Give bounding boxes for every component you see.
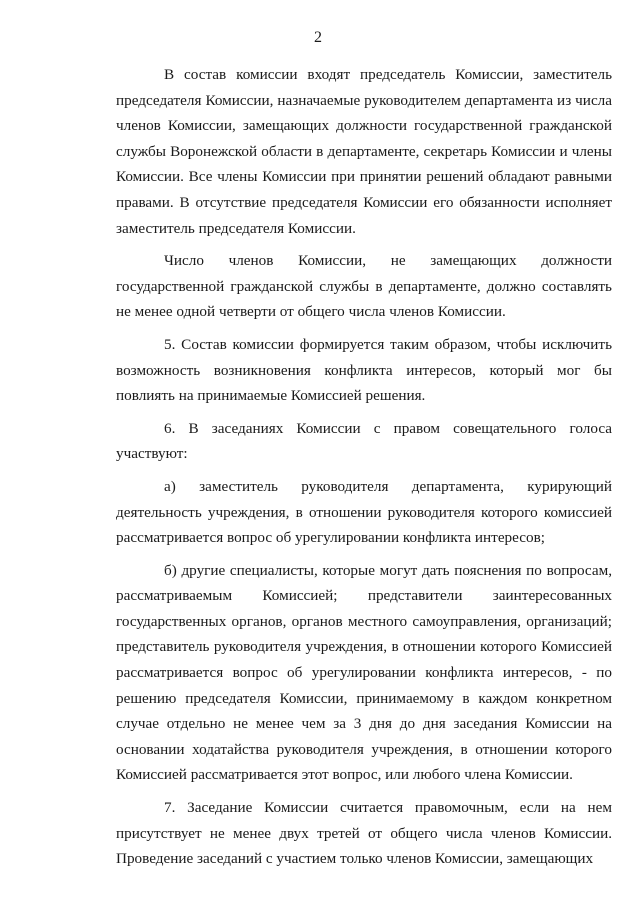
paragraph-member-count: Число членов Комиссии, не замещающих должности государственной гражданской службы в департаменте, должно составлять не менее одной четверти от общего числа членов Комиссии. [116,252,612,321]
paragraph-item-6: 6. В заседаниях Комиссии с правом совещательного голоса участвуют: [116,419,612,463]
paragraph-item-5: 5. Состав комиссии формируется таким образом, чтобы исключить возможность возникновения конфликта интересов, который мог бы повлиять на принимаемые Комиссией решения. [116,335,612,405]
paragraph-commission-composition: В состав комиссии входят председатель Комиссии, заместитель председателя Комиссии, назначаемые руководителем департамента из числа членов Комиссии, замещающих должности государственной гражданской службы Воронежской области в департаменте, секретарь Комиссии и члены Комиссии. Все члены Комиссии при принятии решений обладают равными правами. В отсутствие председателя Комиссии его обязанности исполняет заместитель председателя Комиссии. [116,66,612,237]
paragraph-item-7: 7. Заседание Комиссии считается правомочным, если на нем присутствует не менее двух третей от общего числа членов Комиссии. Проведение заседаний с участием только членов Комиссии, замещающих [116,799,612,868]
paragraph-item-6b: б) другие специалисты, которые могут дать пояснения по вопросам, рассматриваемым Комиссией; представители заинтересованных государственных органов, органов местного самоуправления, организаций; представитель руководителя учреждения, в отношении которого Комиссией рассматривается вопрос об урегулировании конфликта интересов, - по решению председателя Комиссии, принимаемому в каждом конкретном случае отдельно не менее чем за 3 дня до дня заседания Комиссии на основании ходатайства руководителя учреждения, в отношении которого Комиссией рассматривается этот вопрос, или любого члена Комиссии. [116,561,612,784]
paragraph-item-6a: а) заместитель руководителя департамента, курирующий деятельность учреждения, в отношении руководителя которого комиссией рассматривается вопрос об урегулировании конфликта интересов; [116,477,612,547]
page-number: 2 [314,29,322,46]
